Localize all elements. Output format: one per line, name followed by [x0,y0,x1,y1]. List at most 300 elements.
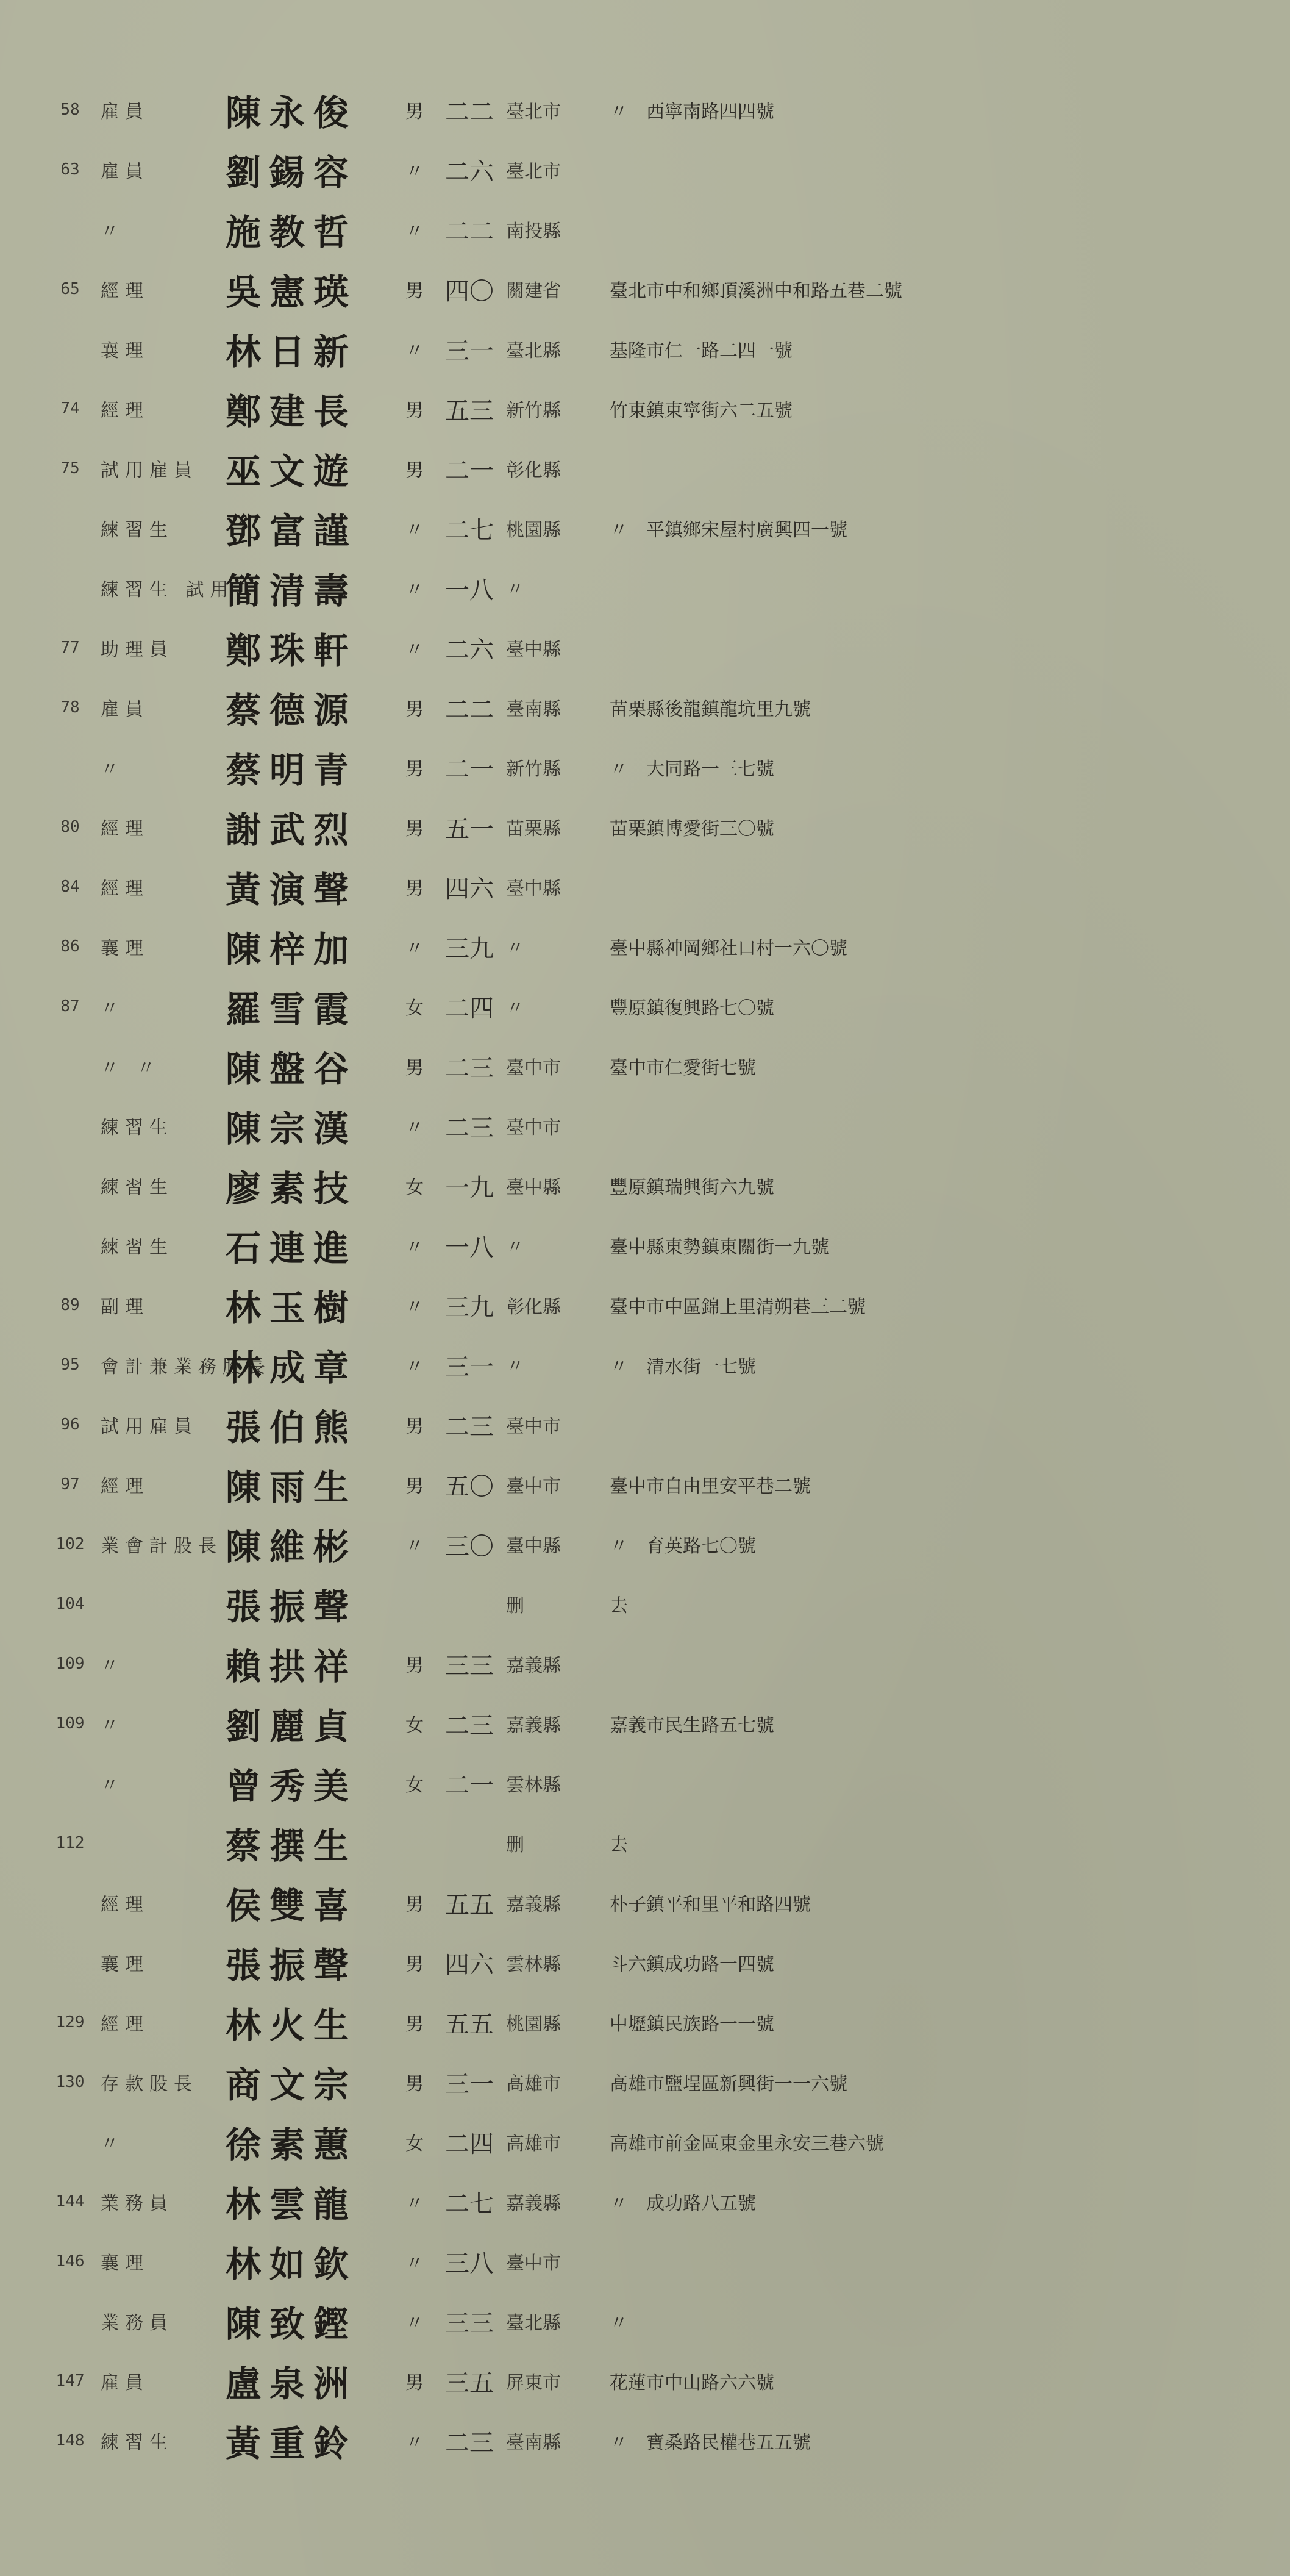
job-title: 經理 [101,2014,149,2035]
job-title: 襄理 [101,938,149,959]
address [610,444,1280,493]
record-number [52,504,88,553]
person-name: 林玉樹 [226,1287,358,1329]
person-name: 林日新 [226,331,358,373]
sex: 〃 [405,221,424,242]
sex: 男 [405,1416,424,1437]
age: 二二 [445,695,494,724]
address: 花蓮市中山路六六號 [610,2372,774,2394]
register-row [0,1759,1290,1808]
sex: 男 [405,2014,424,2035]
record-number: 104 [55,1595,85,1613]
job-title: 〃 [101,1715,125,1736]
native-place: 桃園縣 [506,2014,561,2035]
address: 〃 成功路八五號 [610,2193,756,2214]
native-place: 彰化縣 [506,1297,561,1318]
job-title: 練習生 [101,1237,174,1258]
age: 四六 [445,875,494,903]
address: 苗栗縣後龍鎮龍坑里九號 [610,699,811,720]
native-place: 臺中縣 [506,1177,561,1198]
register-row [0,384,1290,433]
address [610,205,1280,254]
register-row [0,1101,1290,1150]
register-row [0,1520,1290,1569]
register-row [0,683,1290,732]
job-title: 襄理 [101,2253,149,2274]
age: 二七 [445,2189,494,2218]
address: 中壢鎮民族路一一號 [610,2014,774,2035]
record-number: 95 [60,1356,80,1374]
age: 五三 [445,396,494,425]
record-number: 148 [55,2431,85,2450]
native-place: 苗栗縣 [506,818,561,840]
person-name: 蔡明青 [226,750,358,791]
age [439,1580,500,1628]
person-name: 廖素技 [226,1168,358,1209]
native-place: 〃 [506,1237,524,1258]
age: 二三 [445,1711,494,1740]
job-title: 雇員 [101,101,149,123]
job-title: 助理員 [101,639,174,660]
native-place: 〃 [506,1356,524,1378]
age: 二一 [445,1771,494,1800]
sex: 男 [405,2073,424,2095]
person-name: 鄭建長 [226,391,358,432]
person-name: 鄧富謹 [226,510,358,552]
native-place: 嘉義縣 [506,1894,561,1916]
record-number: 144 [55,2192,85,2211]
job-title: 經理 [101,1894,149,1916]
native-place: 臺北縣 [506,2313,561,2334]
native-place: 桃園縣 [506,520,561,541]
record-number: 96 [60,1415,80,1434]
person-name: 林雲龍 [226,2184,358,2225]
address: 臺中縣神岡鄉社口村一六〇號 [610,938,847,959]
register-row [0,1221,1290,1270]
age: 三三 [445,2309,494,2338]
native-place: 臺北縣 [506,340,561,362]
age: 五〇 [445,1472,494,1501]
person-name: 張伯熊 [226,1407,358,1448]
register-row [0,2117,1290,2166]
age: 三〇 [445,1532,494,1561]
sex: 男 [405,400,424,421]
record-number: 86 [60,937,80,956]
sex: 男 [405,1057,424,1079]
sex: 〃 [405,2313,424,2334]
address: 朴子鎮平和里平和路四號 [610,1894,811,1916]
register-row [0,1460,1290,1509]
native-place: 臺中市 [506,1416,561,1437]
sex: 男 [405,1655,424,1676]
register-row [0,1281,1290,1329]
record-number: 112 [55,1834,85,1852]
address [610,2237,1280,2286]
person-name: 徐素蕙 [226,2124,358,2166]
person-name: 陳永俊 [226,92,358,134]
job-title: 練習生 試用 [101,579,235,601]
native-place: 臺中市 [506,1057,561,1079]
record-number: 109 [55,1714,85,1733]
address [610,1639,1280,1688]
person-name: 蔡德源 [226,690,358,731]
native-place: 〃 [506,579,524,601]
age: 四〇 [445,277,494,306]
register-row [0,324,1290,373]
job-title: 經理 [101,1476,149,1497]
register-row [0,205,1290,254]
register-row [0,1998,1290,2047]
sex: 男 [405,759,424,780]
person-name: 吳憲瑛 [226,271,358,313]
record-number: 97 [60,1475,80,1494]
record-number: 75 [60,459,80,478]
native-place: 臺中市 [506,1117,561,1139]
job-title: 〃 [101,221,125,242]
sex: 〃 [405,579,424,601]
job-title: 副理 [101,1297,149,1318]
job-title: 業務員 [101,2313,174,2334]
sex: 〃 [405,1536,424,1557]
record-number [52,1221,88,1270]
record-number: 58 [60,101,80,119]
native-place: 嘉義縣 [506,1655,561,1676]
register-row [0,1161,1290,1210]
record-number [52,1042,88,1090]
person-name: 林火生 [226,2005,358,2046]
sex: 男 [405,101,424,123]
sex: 〃 [405,1237,424,1258]
record-number: 129 [55,2013,85,2031]
address: 〃 清水街一七號 [610,1356,756,1378]
sex: 男 [405,1476,424,1497]
record-number: 147 [55,2372,85,2390]
sex [396,1580,433,1628]
record-number [52,2117,88,2166]
address: 臺中市中區錦上里清朔巷三二號 [610,1297,866,1318]
record-number [52,324,88,373]
age: 二六 [445,635,494,664]
register-row [0,1580,1290,1628]
address: 嘉義市民生路五七號 [610,1715,774,1736]
sex: 〃 [405,1356,424,1378]
register-row [0,85,1290,134]
age: 二三 [445,1412,494,1441]
native-place: 臺中縣 [506,639,561,660]
register-row [0,1042,1290,1090]
age: 二三 [445,1114,494,1142]
person-name: 張振聲 [226,1586,358,1628]
address: 〃 育英路七〇號 [610,1536,756,1557]
job-title: 雇員 [101,699,149,720]
person-name: 施教哲 [226,212,358,253]
record-number [52,1938,88,1987]
person-name: 賴拱祥 [226,1646,358,1687]
register-row [0,564,1290,612]
native-place: 雲林縣 [506,1954,561,1975]
register-row [0,2058,1290,2106]
age: 三九 [445,934,494,963]
person-name: 劉錫容 [226,152,358,193]
sex: 女 [405,1775,424,1796]
native-place: 高雄市 [506,2073,561,2095]
sex: 男 [405,878,424,900]
age: 三一 [445,337,494,365]
age: 二四 [445,994,494,1023]
job-title: 雇員 [101,2372,149,2394]
job-title: 經理 [101,818,149,840]
job-title: 〃 [101,759,125,780]
job-title: 〃 〃 [101,1057,162,1079]
age: 五五 [445,2010,494,2039]
native-place: 臺北市 [506,161,561,182]
register-row [0,1878,1290,1927]
job-title: 練習生 [101,1117,174,1139]
address: 高雄市鹽埕區新興街一一六號 [610,2073,847,2095]
register-row [0,504,1290,553]
register-row [0,145,1290,194]
person-name: 巫文遊 [226,451,358,492]
register-row [0,862,1290,911]
age: 二一 [445,755,494,784]
register-row [0,1639,1290,1688]
address [610,1759,1280,1808]
sex: 男 [405,818,424,840]
address [610,623,1280,672]
person-name: 陳維彬 [226,1526,358,1568]
native-place: 新竹縣 [506,400,561,421]
native-place: 雲林縣 [506,1775,561,1796]
record-number [52,743,88,792]
native-place: 臺北市 [506,101,561,123]
address: 〃 大同路一三七號 [610,759,774,780]
address: 〃 平鎮鄉宋屋村廣興四一號 [610,520,847,541]
sex: 〃 [405,1117,424,1139]
address: 竹東鎮東寧街六二五號 [610,400,793,421]
record-number [52,564,88,612]
register-row [0,623,1290,672]
address: 豐原鎮瑞興街六九號 [610,1177,774,1198]
register-row [0,743,1290,792]
sex: 〃 [405,2253,424,2274]
person-name: 侯雙喜 [226,1885,358,1927]
address [610,145,1280,194]
age: 三三 [445,1651,494,1680]
job-title: 〃 [101,1655,125,1676]
age: 四六 [445,1950,494,1979]
age: 五一 [445,815,494,843]
person-name: 商文宗 [226,2064,358,2106]
job-title: 經理 [101,281,149,302]
address: 臺中市仁愛街七號 [610,1057,756,1079]
address: 臺北市中和鄉頂溪洲中和路五巷二號 [610,281,902,302]
native-place: 高雄市 [506,2133,561,2155]
age: 二七 [445,516,494,545]
sex [396,1819,433,1867]
sex: 男 [405,460,424,481]
register-row [0,1938,1290,1987]
sex: 女 [405,1177,424,1198]
address [610,1101,1280,1150]
person-name: 張振聲 [226,1945,358,1986]
age: 三五 [445,2369,494,2397]
sex: 〃 [405,639,424,660]
record-number [52,1101,88,1150]
person-name: 盧泉洲 [226,2363,358,2405]
sex: 男 [405,2372,424,2394]
sex: 〃 [405,161,424,182]
age: 二六 [445,157,494,186]
address: 〃 寶桑路民權巷五五號 [610,2432,811,2453]
age: 三一 [445,2070,494,2098]
person-name: 陳梓加 [226,929,358,970]
age [439,1819,500,1867]
sex: 女 [405,998,424,1019]
register-row [0,922,1290,971]
native-place: 新竹縣 [506,759,561,780]
address: 苗栗鎮博愛街三〇號 [610,818,774,840]
record-number: 74 [60,399,80,418]
sex: 男 [405,281,424,302]
native-place: 臺中縣 [506,1536,561,1557]
address: 去 [610,1595,628,1617]
native-place: 嘉義縣 [506,2193,561,2214]
native-place: 臺南縣 [506,2432,561,2453]
person-name: 謝武烈 [226,809,358,851]
sex: 男 [405,1954,424,1975]
record-number [52,1759,88,1808]
record-number: 109 [55,1655,85,1673]
sex: 〃 [405,938,424,959]
job-title: 經理 [101,878,149,900]
native-place: 臺南縣 [506,699,561,720]
sex: 女 [405,1715,424,1736]
native-place: 删 [506,1834,524,1856]
register-row [0,444,1290,493]
job-title: 業務員 [101,2193,174,2214]
sex: 男 [405,1894,424,1916]
record-number: 65 [60,280,80,298]
job-title: 試用雇員 [101,460,198,481]
sex: 男 [405,699,424,720]
register-row [0,265,1290,313]
address: 去 [610,1834,628,1856]
record-number: 89 [60,1296,80,1314]
person-name: 簡清壽 [226,570,358,612]
person-name: 羅雪霞 [226,989,358,1030]
sex: 〃 [405,2193,424,2214]
record-number: 130 [55,2073,85,2091]
person-name: 曾秀美 [226,1766,358,1807]
age: 二三 [445,1054,494,1082]
address: 豐原鎮復興路七〇號 [610,998,774,1019]
job-title: 〃 [101,2133,125,2155]
sex: 〃 [405,520,424,541]
age: 二二 [445,98,494,126]
age: 一八 [445,1233,494,1262]
age: 三八 [445,2249,494,2278]
person-name: 蔡撰生 [226,1825,358,1867]
record-number [52,205,88,254]
address: 〃 西寧南路四四號 [610,101,774,123]
age: 二三 [445,2428,494,2457]
record-number [52,1161,88,1210]
job-title: 〃 [101,998,125,1019]
person-name: 石連進 [226,1228,358,1269]
person-name: 林成章 [226,1347,358,1389]
record-number: 80 [60,818,80,836]
job-title: 練習生 [101,2432,174,2453]
native-place: 南投縣 [506,221,561,242]
native-place: 彰化縣 [506,460,561,481]
record-number: 87 [60,997,80,1015]
job-title: 〃 [101,1775,125,1796]
register-row [0,1819,1290,1867]
register-row [0,2237,1290,2286]
register-row [0,1340,1290,1389]
register-row [0,1400,1290,1449]
address: 〃 [610,2313,628,2334]
job-title: 練習生 [101,1177,174,1198]
age: 二二 [445,217,494,246]
register-row [0,2297,1290,2345]
address: 臺中市自由里安平巷二號 [610,1476,811,1497]
job-title: 試用雇員 [101,1416,198,1437]
age: 三一 [445,1353,494,1381]
job-title: 業會計股長 [101,1536,223,1557]
address: 基隆市仁一路二四一號 [610,340,793,362]
record-number [52,2297,88,2345]
address: 斗六鎮成功路一四號 [610,1954,774,1975]
record-number: 78 [60,698,80,717]
job-title [101,1580,223,1628]
person-name: 黃重鈴 [226,2423,358,2464]
native-place: 屏東市 [506,2372,561,2394]
age: 三九 [445,1293,494,1322]
sex: 〃 [405,340,424,362]
sex: 〃 [405,1297,424,1318]
address [610,564,1280,612]
job-title: 襄理 [101,340,149,362]
address [610,862,1280,911]
record-number: 63 [60,160,80,179]
person-name: 黃演聲 [226,869,358,911]
person-name: 陳宗漢 [226,1108,358,1150]
register-row [0,803,1290,851]
sex: 〃 [405,2432,424,2453]
sex: 女 [405,2133,424,2155]
native-place: 臺中市 [506,1476,561,1497]
job-title: 練習生 [101,520,174,541]
age: 一九 [445,1173,494,1202]
record-number: 84 [60,878,80,896]
person-name: 陳雨生 [226,1467,358,1508]
native-place: 〃 [506,938,524,959]
record-number: 102 [55,1535,85,1553]
person-name: 鄭珠軒 [226,630,358,671]
record-number: 77 [60,639,80,657]
register-row [0,982,1290,1031]
native-place: 臺中縣 [506,878,561,900]
register-row [0,1699,1290,1748]
job-title: 雇員 [101,161,149,182]
address: 高雄市前金區東金里永安三巷六號 [610,2133,884,2155]
job-title: 會計兼業務股長 [101,1356,271,1378]
address: 臺中縣東勢鎮東關街一九號 [610,1237,829,1258]
native-place: 〃 [506,998,524,1019]
person-name: 林如欽 [226,2244,358,2285]
native-place: 臺中市 [506,2253,561,2274]
